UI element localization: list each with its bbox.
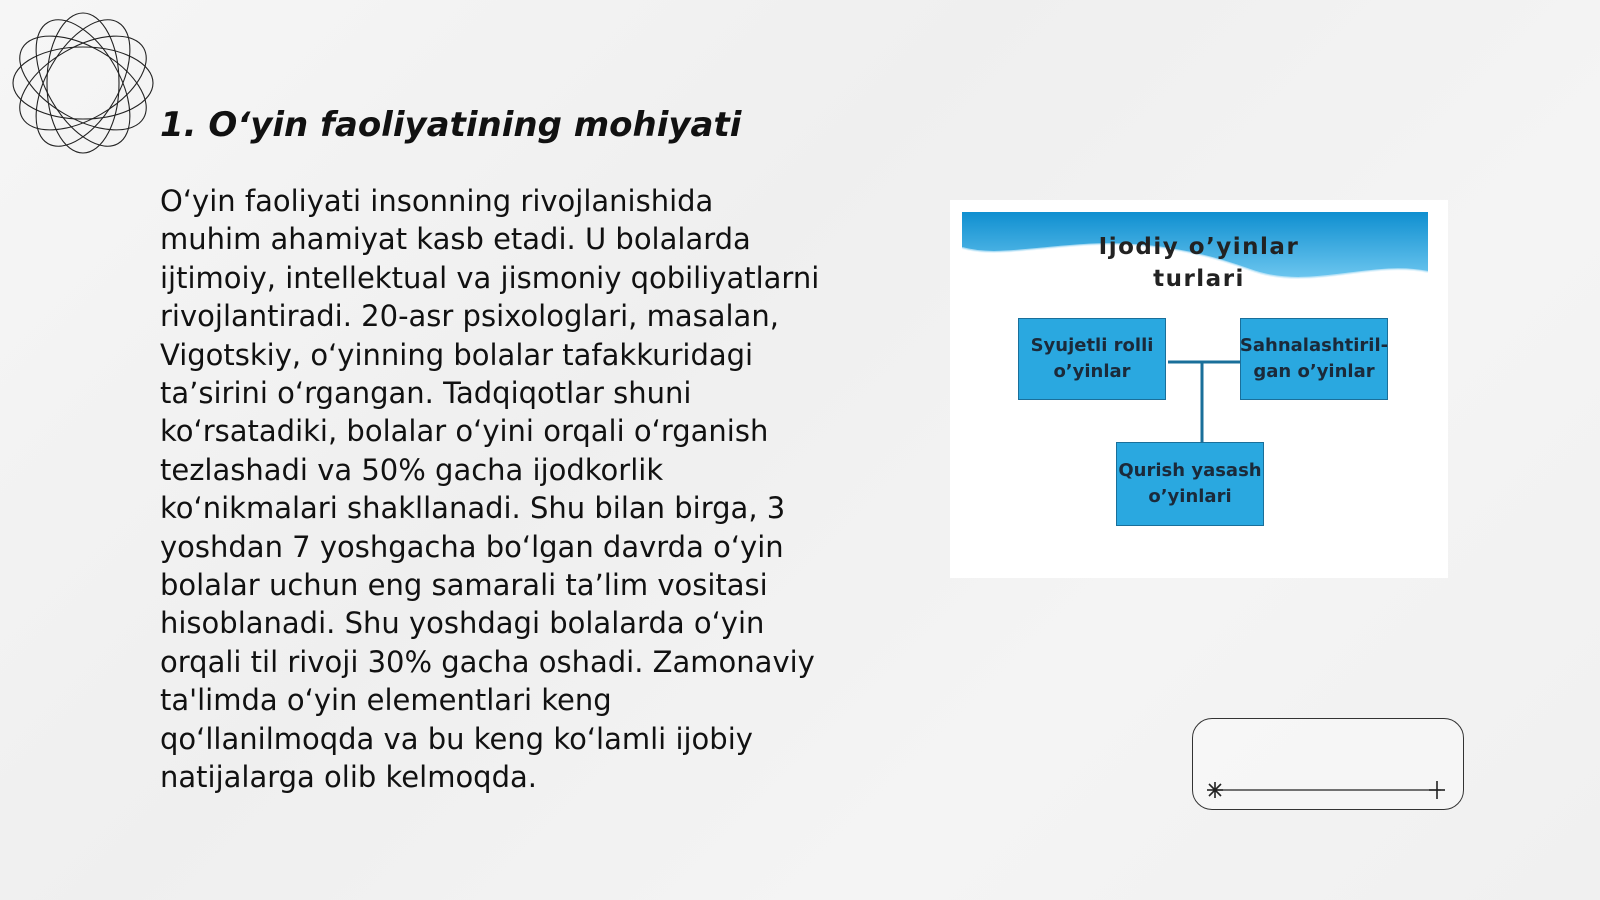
body-line: natijalarga olib kelmoqda. [160, 760, 537, 795]
body-line: rivojlantiradi. 20-asr psixologlari, masalan, [160, 299, 779, 334]
diagram-box-construction [1116, 442, 1264, 526]
box-label: o’yinlar [1053, 361, 1131, 382]
body-line: bolalar uchun eng samarali ta’lim vositasi [160, 568, 768, 603]
box-label: o’yinlari [1148, 486, 1232, 507]
body-line: O‘yin faoliyati insonning rivojlanishida [160, 184, 714, 218]
body-line: yoshdan 7 yoshgacha bo‘lgan davrda o‘yin [160, 529, 784, 564]
box-label: Qurish yasash [1118, 460, 1262, 481]
body-line: Vigotskiy, o‘yinning bolalar tafakkuridagi [160, 337, 754, 372]
diagram-title-line1: Ijodiy o’yinlar [1098, 234, 1300, 260]
plus-icon [1429, 781, 1445, 799]
body-line: orqali til rivoji 30% gacha oshadi. Zamonaviy [160, 644, 815, 679]
body-line: ta’sirini o‘rgangan. Tadqiqotlar shuni [160, 376, 692, 411]
body-line: tezlashadi va 50% gacha ijodkorlik [160, 452, 664, 487]
box-label: Syujetli rolli [1030, 335, 1154, 356]
decorative-timeline-widget [1192, 718, 1464, 810]
slide-body-text [160, 182, 840, 797]
diagram-title-line2: turlari [1153, 266, 1245, 292]
box-label: gan o’yinlar [1253, 361, 1375, 382]
body-line: ko‘nikmalari shakllanadi. Shu bilan birga, 3 [160, 491, 786, 526]
body-line: ta'limda o‘yin elementlari keng [160, 683, 612, 718]
diagram-box-role-play [1018, 318, 1166, 400]
diagram-box-staged [1240, 318, 1388, 400]
body-line: ijtimoiy, intellektual va jismoniy qobiliyatlarni [160, 260, 820, 295]
slide-title: 1. O‘yin faoliyatining mohiyati [160, 105, 742, 145]
diagram-image [950, 200, 1448, 578]
sparkle-icon [1207, 782, 1223, 798]
body-line: qo‘llanilmoqda va bu keng ko‘lamli ijobiy [160, 721, 753, 756]
body-line: muhim ahamiyat kasb etadi. U bolalarda [160, 222, 751, 257]
spirograph-logo-icon [8, 8, 158, 158]
body-line: ko‘rsatadiki, bolalar o‘yini orqali o‘rganish [160, 414, 769, 449]
box-label: Sahnalashtiril- [1239, 335, 1389, 356]
body-line: hisoblanadi. Shu yoshdagi bolalarda o‘yin [160, 606, 765, 641]
